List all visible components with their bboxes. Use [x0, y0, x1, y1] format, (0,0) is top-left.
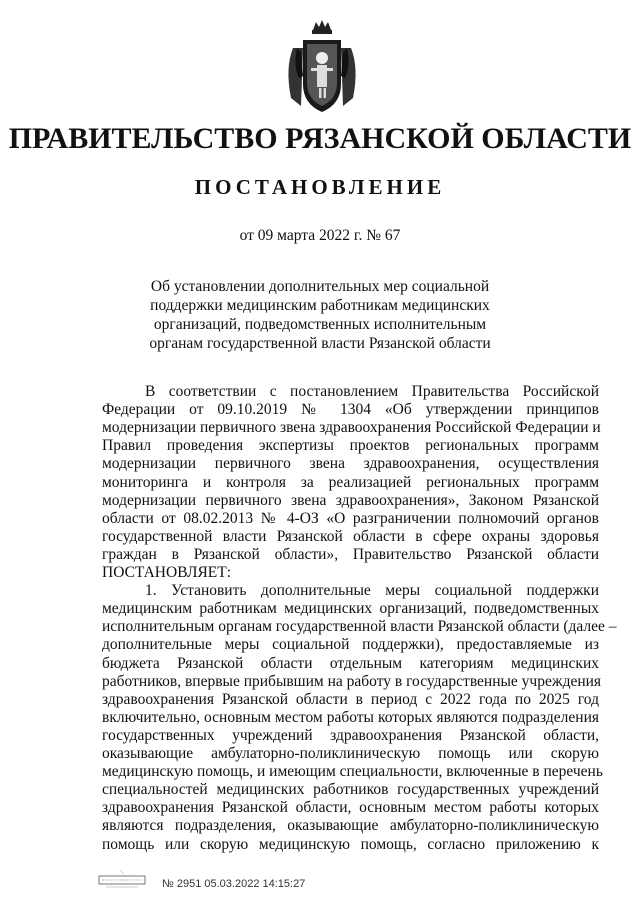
body-line: области от 08.02.2013 № 4-ОЗ «О разграничении полномочий органов [102, 509, 599, 527]
body-line: модернизации первичного звена здравоохранения Российской Федерации и [102, 419, 601, 437]
body-line: специальностей медицинских работников государственных учреждений [102, 781, 599, 799]
body-line: здравоохранения Рязанской области, основным местом работы которых [102, 799, 599, 817]
stamp-icon [98, 868, 146, 890]
body-line: мониторинга и контроля за реализацией региональных программ [102, 473, 599, 491]
body-line: Федерации от 09.10.2019 № 1304 «Об утверждении принципов [102, 401, 599, 419]
body-line: ПОСТАНОВЛЯЕТ: [102, 564, 232, 581]
document-type: ПОСТАНОВЛЕНИЕ [194, 175, 446, 199]
body-line: медицинским работникам медицинских организаций, подведомственных [102, 600, 599, 618]
body-line: государственной власти Рязанской области в сфере охраны здоровья [102, 527, 599, 545]
body-line: модернизации первичного звена здравоохранения», Законом Рязанской [102, 491, 599, 509]
body-line: граждан в Рязанской области», Правительство Рязанской области [102, 545, 599, 563]
body-line: медицинскую помощь, и имеющим специальности, включенные в перечень [102, 763, 603, 781]
body-line: исполнительным органам государственной власти Рязанской области (далее – [102, 618, 617, 636]
document-subject: Об установлении дополнительных мер социальной поддержки медицинским работникам медицинских организаций, подведомственных исполнительным органам государственной власти Рязанской области [149, 278, 491, 352]
body-line: 1. Установить дополнительные меры социальной поддержки [145, 582, 599, 600]
body-line: работников, впервые прибывшим на работу в государственные учреждения [102, 672, 602, 690]
body-line: включительно, основным местом работы которых являются подразделения [102, 708, 599, 726]
body-line: бюджета Рязанской области отдельным категориям медицинских [102, 654, 599, 672]
body-line: государственных учреждений здравоохранения Рязанской области, [102, 726, 599, 744]
body-line: дополнительные меры социальной поддержки), предоставляемые из [102, 636, 599, 654]
government-title: ПРАВИТЕЛЬСТВО РЯЗАНСКОЙ ОБЛАСТИ [8, 122, 632, 155]
body-line: Правил проведения экспертизы проектов региональных программ [102, 437, 599, 455]
body-line: оказывающие амбулаторно-поликлиническую помощь или скорую [102, 745, 599, 762]
body-line: здравоохранения Рязанской области в период с 2022 года по 2025 год [102, 690, 599, 708]
document-date-number: от 09 марта 2022 г. № 67 [239, 227, 401, 244]
body-line: В соответствии с постановлением Правительства Российской [145, 383, 599, 400]
body-line: являются подразделения, оказывающие амбулаторно-поликлиническую [102, 817, 599, 835]
body-line: модернизации первичного звена здравоохранения, осуществления [102, 455, 599, 473]
coat-of-arms-emblem [283, 18, 361, 118]
registration-mark: № 2951 05.03.2022 14:15:27 [162, 878, 306, 890]
body-line: помощь или скорую медицинскую помощь, согласно приложению к [102, 835, 599, 853]
